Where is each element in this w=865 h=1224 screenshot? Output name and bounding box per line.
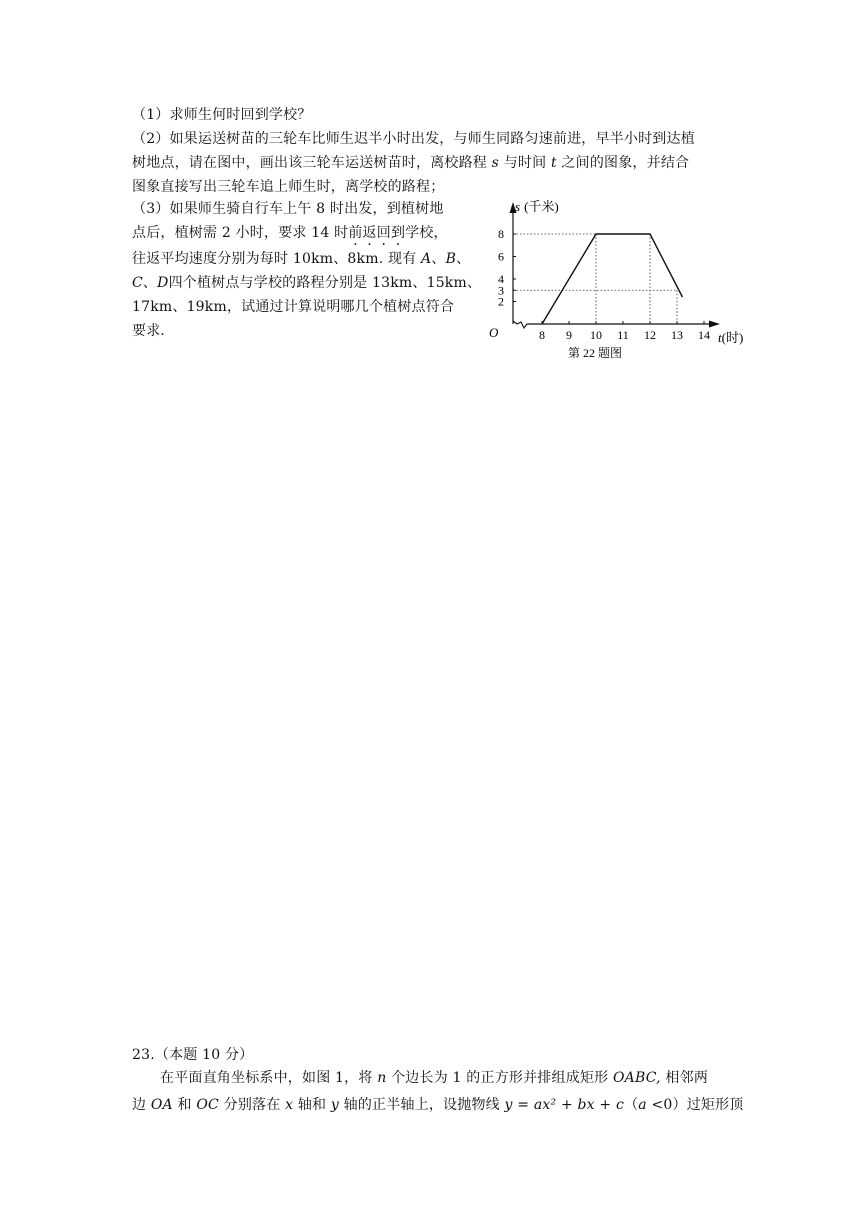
y-tick-label-4: 4	[498, 272, 504, 286]
graph-ticks	[498, 227, 710, 342]
x-tick-label-9: 9	[566, 328, 572, 342]
q23-line2: 边 OA 和 OC 分别落在 x 轴和 y 轴的正半轴上，设抛物线 y = ax² + bx + c（a <0）过矩形顶	[132, 1097, 744, 1113]
q23-header: 23.（本题 10 分）	[132, 1047, 254, 1063]
y-tick-label-3: 3	[498, 283, 504, 298]
x-axis-arrow	[709, 321, 720, 328]
x-tick-label-12: 12	[644, 328, 656, 342]
q22-part1: （1）求师生何时回到学校？	[132, 107, 312, 123]
y-tick-label-2: 2	[498, 294, 504, 309]
q22-part3-line4: C、D四个植树点与学校的路程分别是 13km、15km、	[132, 275, 482, 291]
origin-label: O	[489, 325, 499, 340]
y-axis-label: s (千米)	[515, 199, 559, 214]
x-tick-label-14: 14	[698, 328, 710, 342]
q22-part2-line3: 图象直接写出三轮车追上师生时，离学校的路程；	[132, 179, 445, 195]
q22-part3-line1: （3）如果师生骑自行车上午 8 时出发，到植树地	[132, 201, 444, 217]
y-tick-label-6: 6	[498, 249, 504, 264]
q22-part3-line2: 点后，植树需 2 小时，要求 14 时前返回到学校，	[132, 225, 448, 241]
q22-part2-line1: （2）如果运送树苗的三轮车比师生迟半小时出发，与师生同路匀速前进，早半小时到达植	[132, 131, 695, 147]
figure-caption: 第 22 题图	[567, 346, 623, 360]
q22-distance-time-graph	[485, 195, 755, 365]
x-tick-label-13: 13	[671, 328, 683, 342]
parabola-formula: y = ax² + bx + c	[504, 1097, 625, 1113]
q22-part2-line2: 树地点，请在图中，画出该三轮车运送树苗时，离校路程 s 与时间 t 之间的图象，并结合	[132, 155, 690, 171]
q22-part3-line6: 要求.	[132, 323, 166, 339]
axis-break-mark	[513, 321, 527, 328]
y-tick-label-8: 8	[498, 227, 504, 241]
x-tick-label-11: 11	[617, 328, 629, 342]
x-axis-label: t(时)	[718, 330, 744, 345]
q22-part3-line3: 往返平均速度分别为每时 10km、8km. 现有 A、B、	[132, 251, 471, 267]
series-line-0	[542, 234, 682, 324]
graph-axes	[510, 202, 721, 328]
x-tick-label-8: 8	[539, 328, 545, 342]
graph-guide-lines	[513, 234, 677, 324]
x-tick-label-10: 10	[590, 328, 602, 342]
q23-line1: 在平面直角坐标系中，如图 1，将 n 个边长为 1 的正方形并排组成矩形 OABC, 相邻两	[160, 1070, 709, 1086]
graph-series	[542, 234, 682, 324]
q22-part3-line5: 17km、19km，试通过计算说明哪几个植树点符合	[132, 299, 455, 315]
